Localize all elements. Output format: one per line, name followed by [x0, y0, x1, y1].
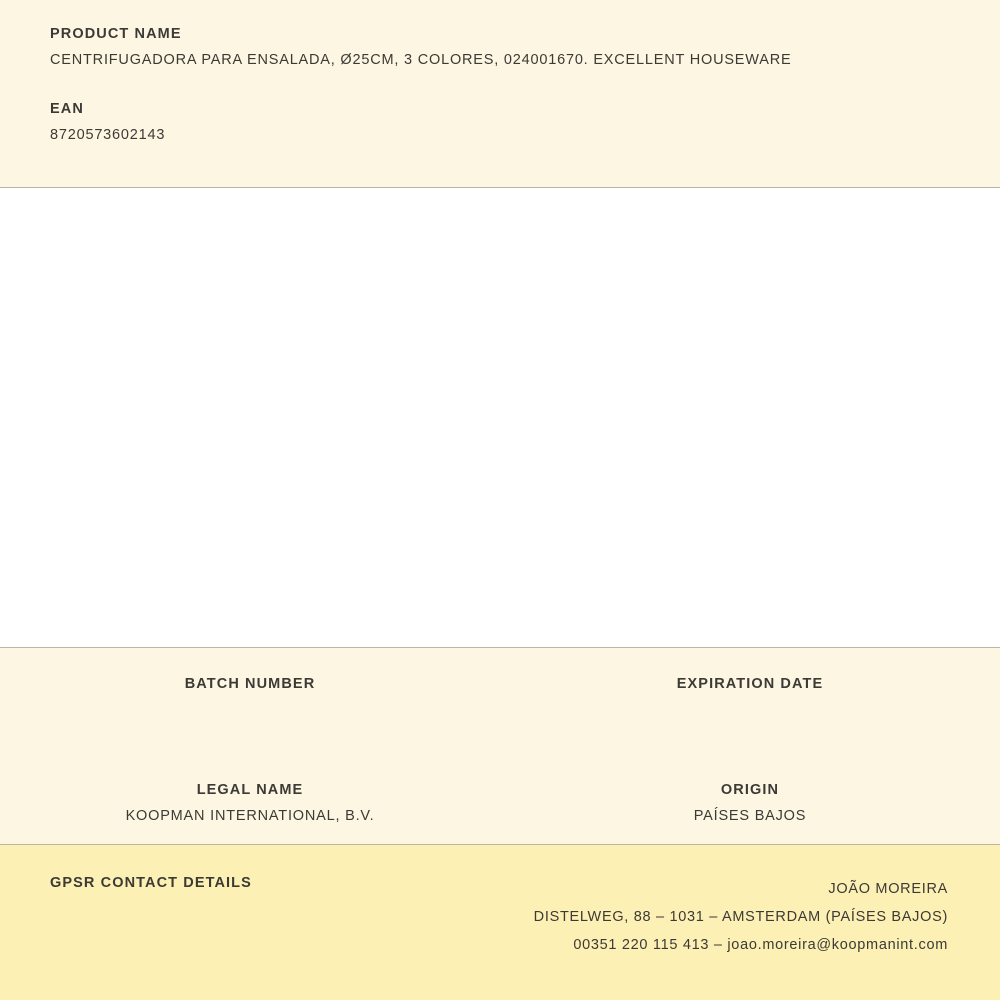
product-header-section — [0, 0, 1000, 188]
batch-number-label: BATCH NUMBER — [184, 676, 316, 692]
origin-cell — [500, 782, 1000, 826]
gpsr-contact-phone-email: 00351 220 115 413 – joao.moreira@koopmanint.com — [573, 937, 948, 953]
batch-number-value — [20, 702, 480, 720]
product-name-block — [50, 26, 950, 68]
spacer — [50, 68, 950, 101]
product-name-value: CENTRIFUGADORA PARA ENSALADA, Ø25CM, 3 COLORES, 024001670. EXCELLENT HOUSEWARE — [50, 52, 792, 68]
ean-value: 8720573602143 — [50, 127, 166, 143]
details-row-legal-origin — [0, 782, 1000, 826]
ean-label: EAN — [50, 101, 84, 117]
legal-name-label: LEGAL NAME — [196, 782, 304, 798]
gpsr-contact-name: JOÃO MOREIRA — [828, 881, 948, 897]
legal-name-value: KOOPMAN INTERNATIONAL, B.V. — [125, 808, 375, 824]
product-details-section — [0, 648, 1000, 845]
expiration-date-label: EXPIRATION DATE — [676, 676, 824, 692]
product-image-area — [0, 188, 1000, 648]
ean-block — [50, 101, 950, 143]
details-row-batch-expiration — [0, 676, 1000, 720]
gpsr-footer — [0, 845, 1000, 1000]
batch-number-cell — [0, 676, 500, 720]
gpsr-contact-details — [534, 875, 948, 959]
expiration-date-value — [520, 702, 980, 720]
gpsr-contact-label: GPSR CONTACT DETAILS — [50, 875, 252, 891]
expiration-date-cell — [500, 676, 1000, 720]
product-name-label: PRODUCT NAME — [50, 26, 182, 42]
origin-label: ORIGIN — [720, 782, 780, 798]
origin-value: PAÍSES BAJOS — [693, 808, 807, 824]
gpsr-contact-address: DISTELWEG, 88 – 1031 – AMSTERDAM (PAÍSES BAJOS) — [533, 909, 948, 925]
legal-name-cell — [0, 782, 500, 826]
